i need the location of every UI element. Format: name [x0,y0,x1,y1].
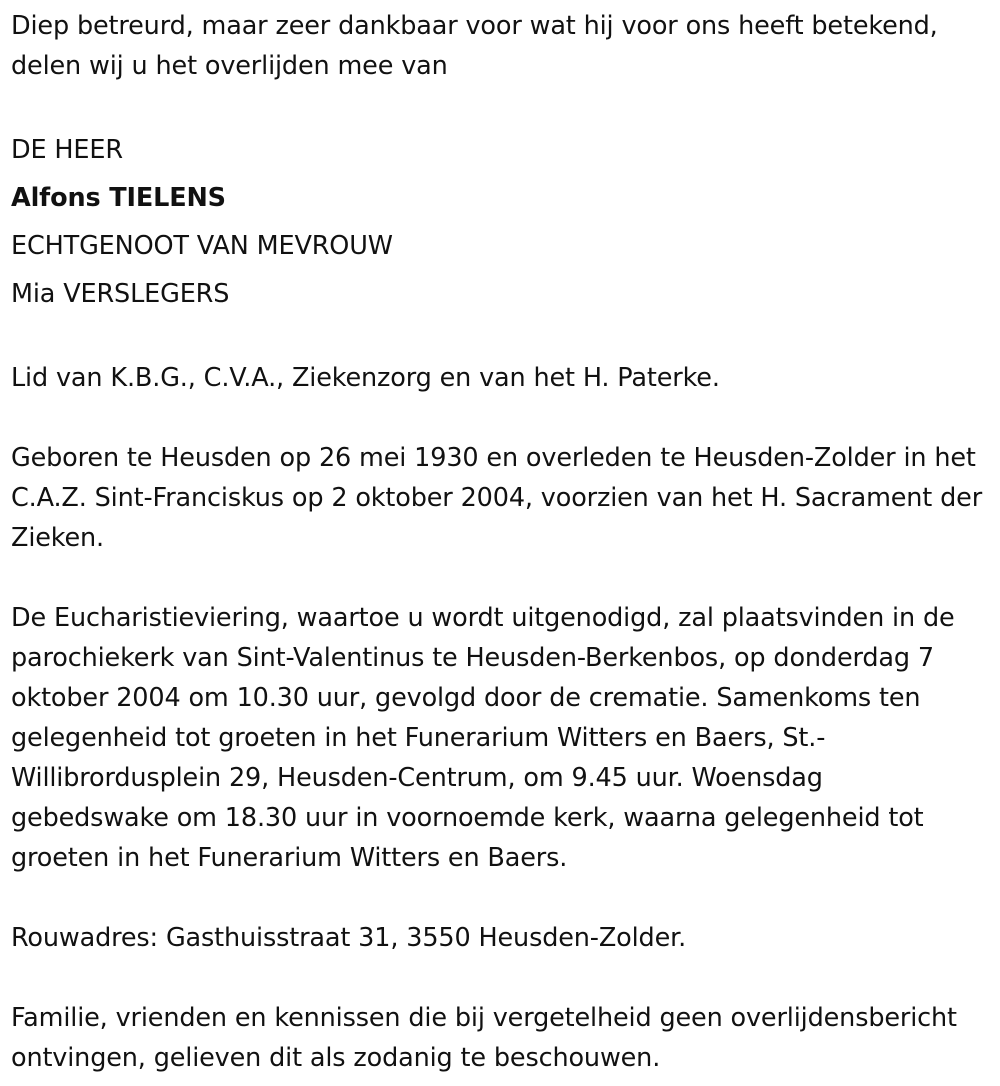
memberships-paragraph: Lid van K.B.G., C.V.A., Ziekenzorg en van het H. Paterke. [11,363,720,393]
spouse-relation: ECHTGENOOT VAN MEVROUW [11,231,393,261]
spacer [11,86,986,126]
spouse-name: Mia VERSLEGERS [11,279,230,309]
title-line: DE HEER [11,135,123,165]
spacer [11,558,986,598]
intro-paragraph: Diep betreurd, maar zeer dankbaar voor wat hij voor ons heeft betekend, delen wij u het overlijden mee van [11,11,938,81]
closing-paragraph: Familie, vrienden en kennissen die bij vergetelheid geen overlijdensbericht ontvingen, gelieven dit als zodanig te beschouwen. [11,1003,957,1073]
mourning-address: Rouwadres: Gasthuisstraat 31, 3550 Heusden-Zolder. [11,923,687,953]
obituary-notice [11,6,986,1078]
deceased-name: Alfons TIELENS [11,183,226,213]
birth-death-paragraph: Geboren te Heusden op 26 mei 1930 en overleden te Heusden-Zolder in het C.A.Z. Sint-Franciskus op 2 oktober 2004, voorzien van het H. Sacrament der Zieken. [11,443,983,553]
name-block [11,126,986,318]
spacer [11,318,986,358]
ceremony-paragraph: De Eucharistieviering, waartoe u wordt uitgenodigd, zal plaatsvinden in de parochiekerk van Sint-Valentinus te Heusden-Berkenbos, op donderdag 7 oktober 2004 om 10.30 uur, gevolgd door de crematie. Samenkoms ten gelegenheid tot groeten in het Funerarium Witters en Baers, St.-Willibrordusplein 29, Heusden-Centrum, om 9.45 uur. Woensdag gebedswake om 18.30 uur in voornoemde kerk, waarna gelegenheid tot groeten in het Funerarium Witters en Baers. [11,603,955,873]
spacer [11,398,986,438]
spacer [11,958,986,998]
spacer [11,878,986,918]
